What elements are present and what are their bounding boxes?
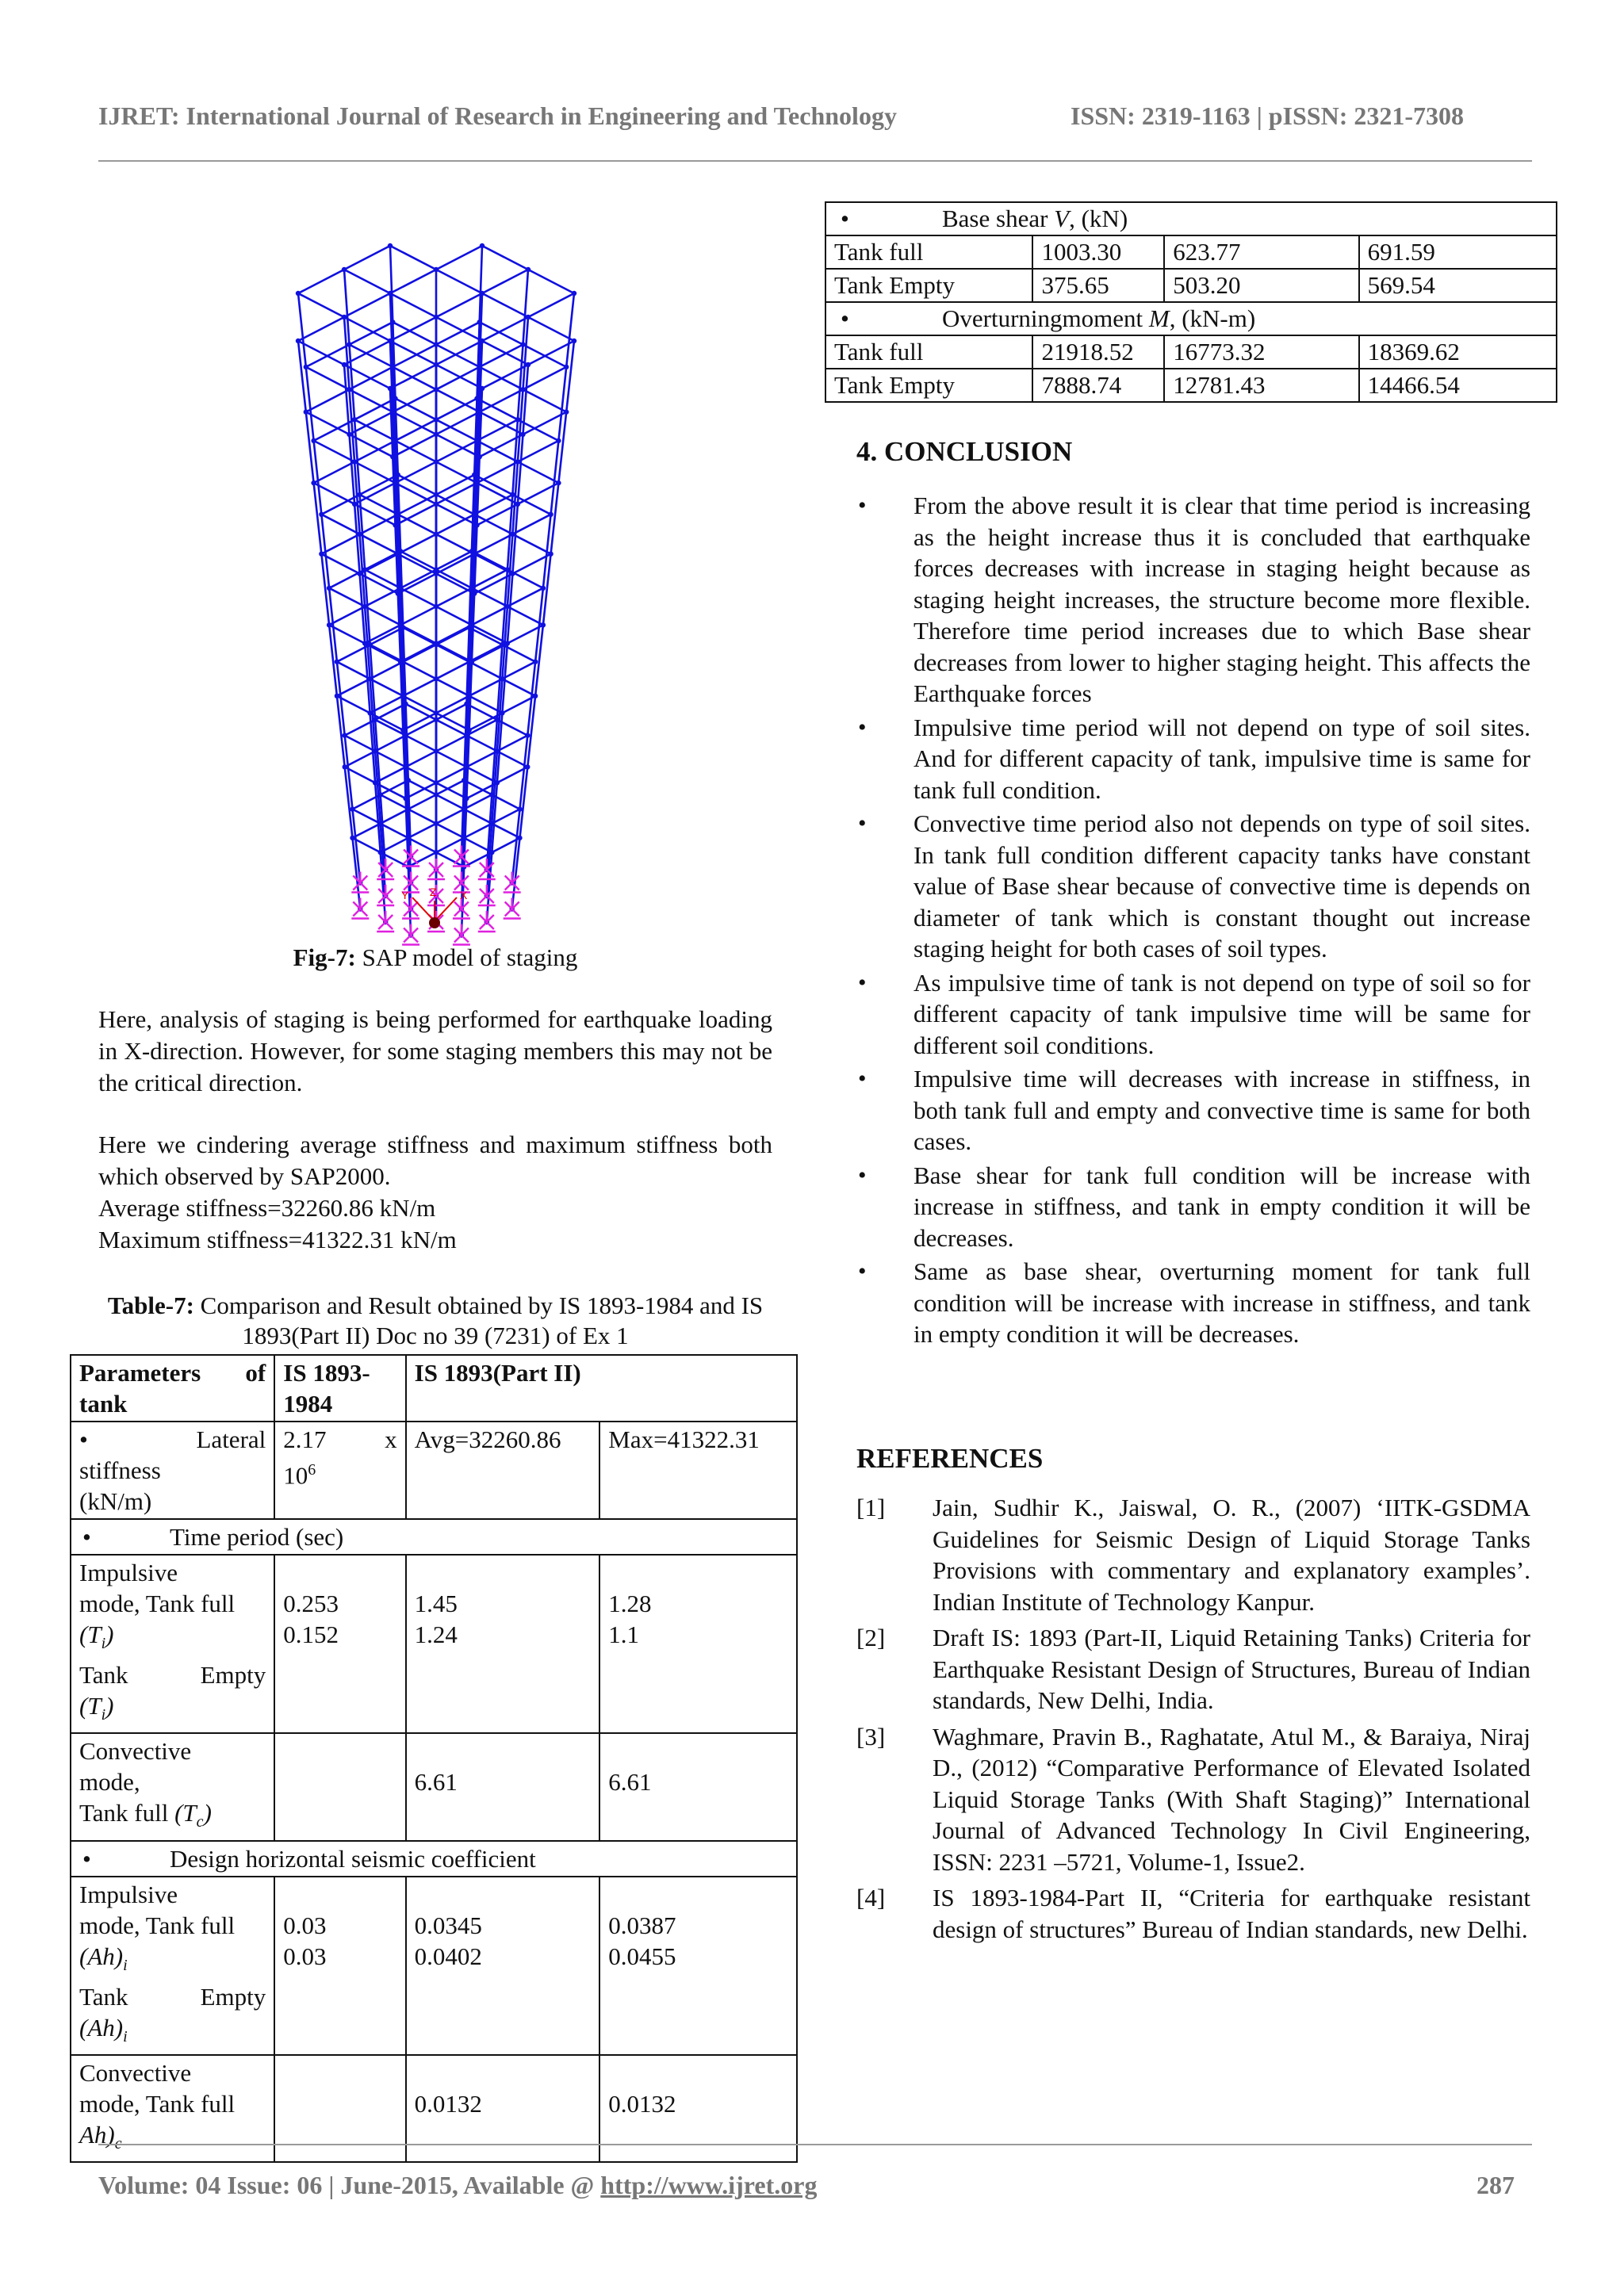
table-row <box>71 1555 797 1733</box>
results-table-continued <box>825 201 1557 403</box>
header-rule <box>98 160 1532 162</box>
references-heading: REFERENCES <box>856 1443 1044 1474</box>
table7-caption <box>98 1291 772 1351</box>
table-cell: 2.17 x $10^6$ <box>274 1422 405 1519</box>
reference-item: [2] Draft IS: 1893 (Part-II, Liquid Retaining Tanks) Criteria for Earthquake Resistant Design of Structures, Bureau of Indian standards, New Delhi, India. <box>856 1624 1530 1714</box>
page-number: 287 <box>1477 2171 1515 2199</box>
reference-item: [1] Jain, Sudhir K., Jaiswal, O. R., (2007) ‘IITK-GSDMA Guidelines for Seismic Design of Liquid Storage Tanks Provisions with commentary and explanatory examples’. Indian Institute of Technology Kanpur. <box>856 1494 1530 1616</box>
reference-item: [3] Waghmare, Pravin B., Raghatate, Atul M., & Baraiya, Niraj D., (2012) “Comparative Performance of Elevated Isolated Liquid Storage Tanks (With Shaft Staging)” International Journal of Advanced Technology In Civil Engineering, ISSN: 2231 –5721, Volume-1, Issue2. <box>856 1722 1530 1876</box>
table-row <box>71 1877 797 2055</box>
list-item: • Impulsive time will decreases with increase in stiffness, in both tank full and empty and convective time is same for both cases. <box>856 1063 1530 1158</box>
figure-label: Fig-7: <box>293 943 356 971</box>
table-section-cell: • Overturningmoment M, (kN-m) <box>825 302 1557 335</box>
table-cell: Impulsive mode, Tank full $(T_i)$ Tank Empty $(T_i)$ <box>71 1555 274 1733</box>
table-row <box>71 1841 797 1877</box>
table-section-row: • Design horizontal seismic coefficient <box>71 1841 797 1877</box>
table-section-row <box>825 302 1557 335</box>
table-section-row <box>825 202 1557 235</box>
issn: ISSN: 2319-1163 | pISSN: 2321-7308 <box>1071 101 1465 130</box>
table-row <box>71 2055 797 2162</box>
paragraph-stiffness <box>98 1129 772 1256</box>
figure-caption <box>98 943 772 972</box>
table-cell: 0.0132 <box>599 2055 797 2162</box>
table-cell: 0.253 0.152 <box>274 1555 405 1733</box>
table-cell: 0.0345 0.0402 <box>406 1877 600 2055</box>
paragraph-text: Here, analysis of staging is being performed for earthquake loading in X-direction. However, for some staging members this may not be the critical direction. <box>98 1005 772 1096</box>
maximum-stiffness: Maximum stiffness=41322.31 kN/m <box>98 1226 457 1253</box>
table-cell: 6.61 <box>406 1733 600 1840</box>
list-item: • As impulsive time of tank is not depend on type of soil so for different capacity of tank impulsive time will be same for different soil conditions. <box>856 967 1530 1062</box>
table-cell: Convective mode, Tank full $(T_c)$ <box>71 1733 274 1840</box>
table-cell: Impulsive mode, Tank full $(Ah)_i$ Tank Empty $(Ah)_i$ <box>71 1877 274 2055</box>
list-item: • Convective time period also not depends on type of soil sites. In tank full condition different capacity tanks have constant value of Base shear because of convective time is depends on diameter of tank which is constant thought out increase staging height for both cases of soil types. <box>856 808 1530 965</box>
table-cell: • Lateral stiffness (kN/m) <box>71 1422 274 1519</box>
conclusion-list <box>856 490 1530 1353</box>
table-cell: 1.45 1.24 <box>406 1555 600 1733</box>
table-cell: 6.61 <box>599 1733 797 1840</box>
table-cell <box>274 1733 405 1840</box>
table-header-cell: IS 1893-1984 <box>274 1355 405 1422</box>
table-cell <box>274 2055 405 2162</box>
table-cell: 0.0387 0.0455 <box>599 1877 797 2055</box>
journal-link[interactable]: http://www.ijret.org <box>600 2171 818 2199</box>
list-item: • Same as base shear, overturning moment for tank full condition will be increase with increase in stiffness, and tank in empty condition it will be decreases. <box>856 1256 1530 1350</box>
table-row <box>71 1733 797 1840</box>
figure-caption-text: SAP model of staging <box>355 943 578 971</box>
table-header-cell: IS 1893(Part II) <box>406 1355 797 1422</box>
table-cell: Max=41322.31 <box>599 1422 797 1519</box>
table7-label: Table-7: <box>107 1292 194 1319</box>
table-row <box>71 1422 797 1519</box>
paragraph-analysis <box>98 1004 772 1099</box>
table-cell: Convective mode, Tank full $Ah)_c$ <box>71 2055 274 2162</box>
journal-title: IJRET: International Journal of Research in Engineering and Technology <box>98 101 897 130</box>
conclusion-heading: 4. CONCLUSION <box>856 436 1073 467</box>
table-section-row: • Time period (sec) <box>71 1519 797 1555</box>
table-row: Tank Empty 7888.74 12781.43 14466.54 <box>825 369 1557 402</box>
axis-x-label: X <box>460 889 468 901</box>
references-list <box>856 1492 1530 1950</box>
table-row <box>71 1355 797 1422</box>
table-cell: Avg=32260.86 <box>406 1422 600 1519</box>
list-item: • Impulsive time period will not depend on type of soil sites. And for different capacity of tank, impulsive time is same for tank full condition. <box>856 712 1530 806</box>
sap-frame-drawing <box>135 238 737 951</box>
table7-caption-text: Comparison and Result obtained by IS 1893-1984 and IS 1893(Part II) Doc no 39 (7231) of Ex 1 <box>193 1292 764 1349</box>
table-row: Tank Empty 375.65 503.20 569.54 <box>825 269 1557 302</box>
reference-item: [4] IS 1893-1984-Part II, “Criteria for earthquake resistant design of structures” Bureau of Indian standards, new Delhi. <box>856 1884 1530 1943</box>
table-row <box>71 1519 797 1555</box>
table-row: Tank full 1003.30 623.77 691.59 <box>825 235 1557 269</box>
axis-y-label: Y <box>401 889 409 901</box>
table-cell: 0.0132 <box>406 2055 600 2162</box>
table-cell: 0.03 0.03 <box>274 1877 405 2055</box>
paragraph-text: Here we cindering average stiffness and maximum stiffness both which observed by SAP2000. <box>98 1131 772 1190</box>
list-item: • From the above result it is clear that time period is increasing as the height increase thus it is concluded that earthquake forces decreases with increase in staging height because as staging height increases, the structure become more flexible. Therefore time period increases due to which Base shear decreases from lower to higher staging height. This affects the Earthquake forces <box>856 490 1530 710</box>
footer-rule <box>98 2144 1532 2145</box>
table7 <box>70 1354 798 2163</box>
table-cell: 1.28 1.1 <box>599 1555 797 1733</box>
footer-volume: Volume: 04 Issue: 06 | June-2015, Available @ http://www.ijret.org <box>98 2171 818 2199</box>
average-stiffness: Average stiffness=32260.86 kN/m <box>98 1194 436 1222</box>
sap-model-figure <box>135 238 737 951</box>
table-row: Tank full 21918.52 16773.32 18369.62 <box>825 335 1557 369</box>
axis-z-label: Z <box>430 886 437 898</box>
table-section-cell: • Base shear V, (kN) <box>825 202 1557 235</box>
table-header-cell: Parameters of tank <box>71 1355 274 1422</box>
list-item: • Base shear for tank full condition will be increase with increase in stiffness, and tank in empty condition it will be decreases. <box>856 1160 1530 1254</box>
